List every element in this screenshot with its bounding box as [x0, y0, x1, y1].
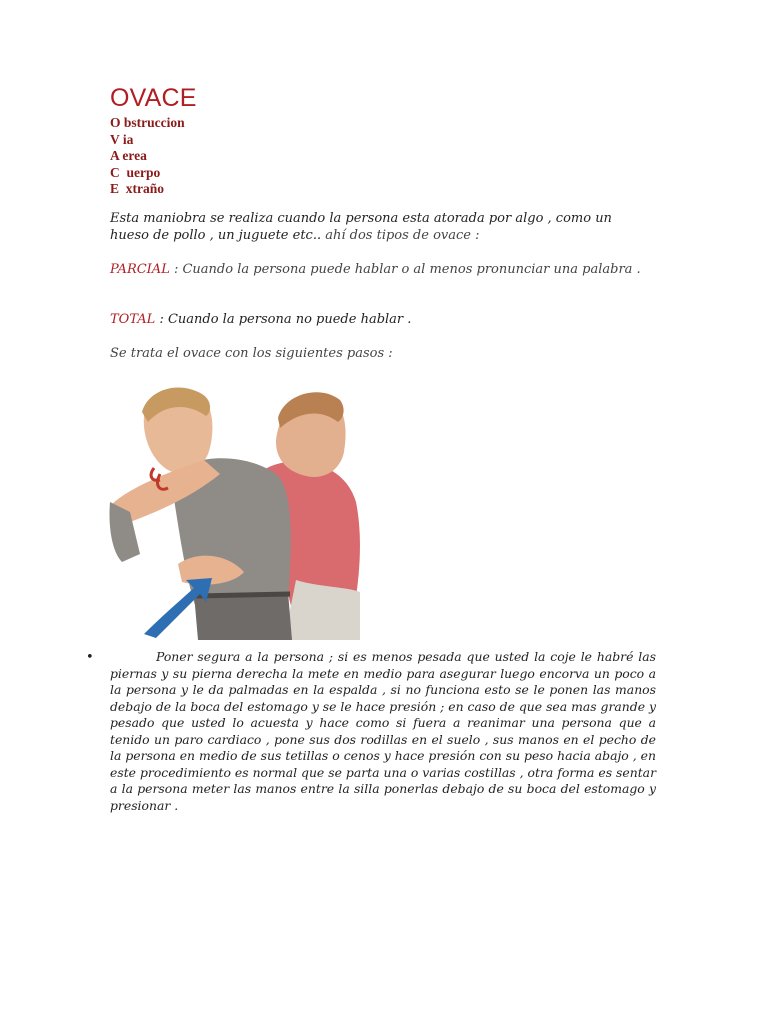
total-paragraph — [110, 311, 650, 328]
parcial-label: PARCIAL — [110, 262, 170, 277]
page-title: OVACE — [110, 84, 197, 112]
acronym-line: V ia — [110, 131, 134, 147]
intro-paragraph — [110, 210, 650, 244]
acronym-line: E xtraño — [110, 181, 164, 196]
parcial-paragraph — [110, 261, 650, 278]
parcial-text: : Cuando la persona puede hablar o al menos pronunciar una palabra . — [169, 262, 641, 277]
steps-intro: Se trata el ovace con los siguientes pasos : — [110, 346, 393, 361]
total-text: : Cuando la persona no puede hablar . — [155, 312, 412, 327]
acronym-line: O bstruccion — [110, 115, 185, 130]
intro-text: Esta maniobra se realiza cuando la persona esta atorada por algo , como un hueso de pollo , un juguete etc.. — [110, 211, 612, 243]
acronym-list — [110, 115, 185, 198]
bullet-icon: • — [86, 650, 94, 665]
heimlich-illustration — [108, 382, 364, 640]
bullet-paragraph: Poner segura a la persona ; si es menos pesada que usted la coje le habré las piernas y su pierna derecha la mete en medio para asegurar luego encorva un poco a la persona y le da palmadas en la espalda , si no funciona esto se le ponen las manos debajo de la boca del estomago y se le hace presión ; en caso de que sea mas grande y pesado que usted lo acuesta y hace como si fuera a reanimar una persona que a tenido un paro cardiaco , pone sus dos rodillas en el suelo , sus manos en el pecho de la persona en medio de sus tetillas o cenos y hace presión con su peso hacia abajo , en este procedimiento es normal que se parta una o varias costillas , otra forma es sentar a la persona meter las manos entre la silla ponerlas debajo de su boca del estomago y presionar . — [110, 649, 656, 813]
acronym-line: A erea — [110, 148, 147, 163]
intro-tail: ahí dos tipos de ovace : — [321, 228, 480, 243]
acronym-line: C uerpo — [110, 164, 161, 180]
victim-figure — [110, 388, 293, 640]
total-label: TOTAL — [110, 312, 156, 327]
